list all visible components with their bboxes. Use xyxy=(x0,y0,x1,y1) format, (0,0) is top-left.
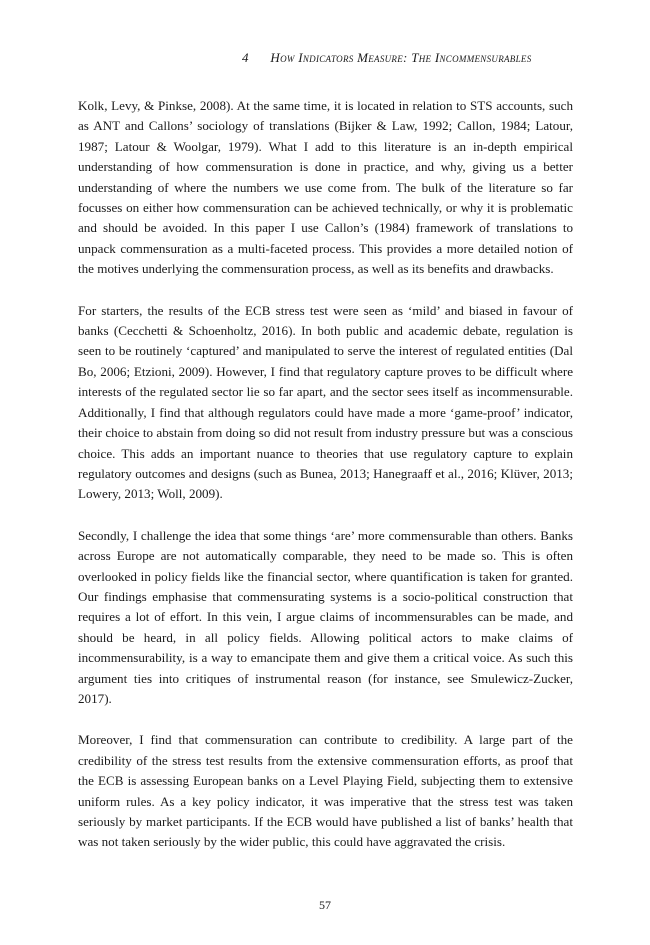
paragraph: For starters, the results of the ECB stress test were seen as ‘mild’ and biased in favour of banks (Cecchetti & Schoenholtz, 2016). In both public and academic debate, regulation is seen to be routinely ‘captured’ and manipulated to serve the interest of regulated entities (Dal Bo, 2006; Etzioni, 2009). However, I find that regulatory capture proves to be difficult where interests of the regulated sector lie so far apart, and the sector sees itself as incommensurable. Additionally, I find that although regulators could have made a more ‘game-proof’ indicator, their choice to abstain from doing so did not result from industry pressure but was a conscious choice. This adds an important nuance to theories that use regulatory capture to explain regulatory outcomes and designs (such as Bunea, 2013; Hanegraaff et al., 2016; Klüver, 2013; Lowery, 2013; Woll, 2009). xyxy=(78,302,573,502)
paragraph: Moreover, I find that commensuration can contribute to credibility. A large part of the credibility of the stress test results from the extensive commensuration efforts, as proof that the ECB is assessing European banks on a Level Playing Field, subjecting them to extensive uniform rules. As a key policy indicator, it was imperative that the stress test was taken seriously by market participants. If the ECB would have published a list of banks’ health that was not taken seriously by the wider public, this could have aggravated the crisis. xyxy=(78,732,573,850)
chapter-title: How Indicators Measure: The Incommensurables xyxy=(270,50,532,65)
paragraph: Secondly, I challenge the idea that some things ‘are’ more commensurable than others. Banks across Europe are not automatically comparable, they need to be made so. This is often overlooked in policy fields like the financial sector, where quantification is taken for granted. Our findings emphasise that commensurating systems is a socio-political construction that requires a lot of effort. In this vein, I argue claims of incommensurables can be made, and should be heard, in all policy fields. Allowing political actors to make claims of incommensurability, is a way to emancipate them and give them a critical voice. As such this argument ties into critiques of instrumental reason (for instance, see Smulewicz-Zucker, 2017). xyxy=(78,527,573,706)
running-header xyxy=(242,50,572,66)
paragraph: Kolk, Levy, & Pinkse, 2008). At the same time, it is located in relation to STS accounts, such as ANT and Callons’ sociology of translations (Bijker & Law, 1992; Callon, 1984; Latour, 1987; Latour & Woolgar, 1979). What I add to this literature is an in-depth empirical understanding of how commensuration is done in practice, and why, giving us a better understanding of where the numbers we use come from. The bulk of the literature so far focusses on either how commensuration can be achieved technically, or why it is problematic and should be avoided. In this paper I use Callon’s (1984) framework of translations to unpack commensuration as a multi-faceted process. This provides a more detailed notion of the motives underlying the commensuration process, as well as its benefits and drawbacks. xyxy=(78,98,573,277)
body-text xyxy=(78,96,573,874)
page-number: 57 xyxy=(319,898,331,912)
chapter-number: 4 xyxy=(242,50,249,65)
